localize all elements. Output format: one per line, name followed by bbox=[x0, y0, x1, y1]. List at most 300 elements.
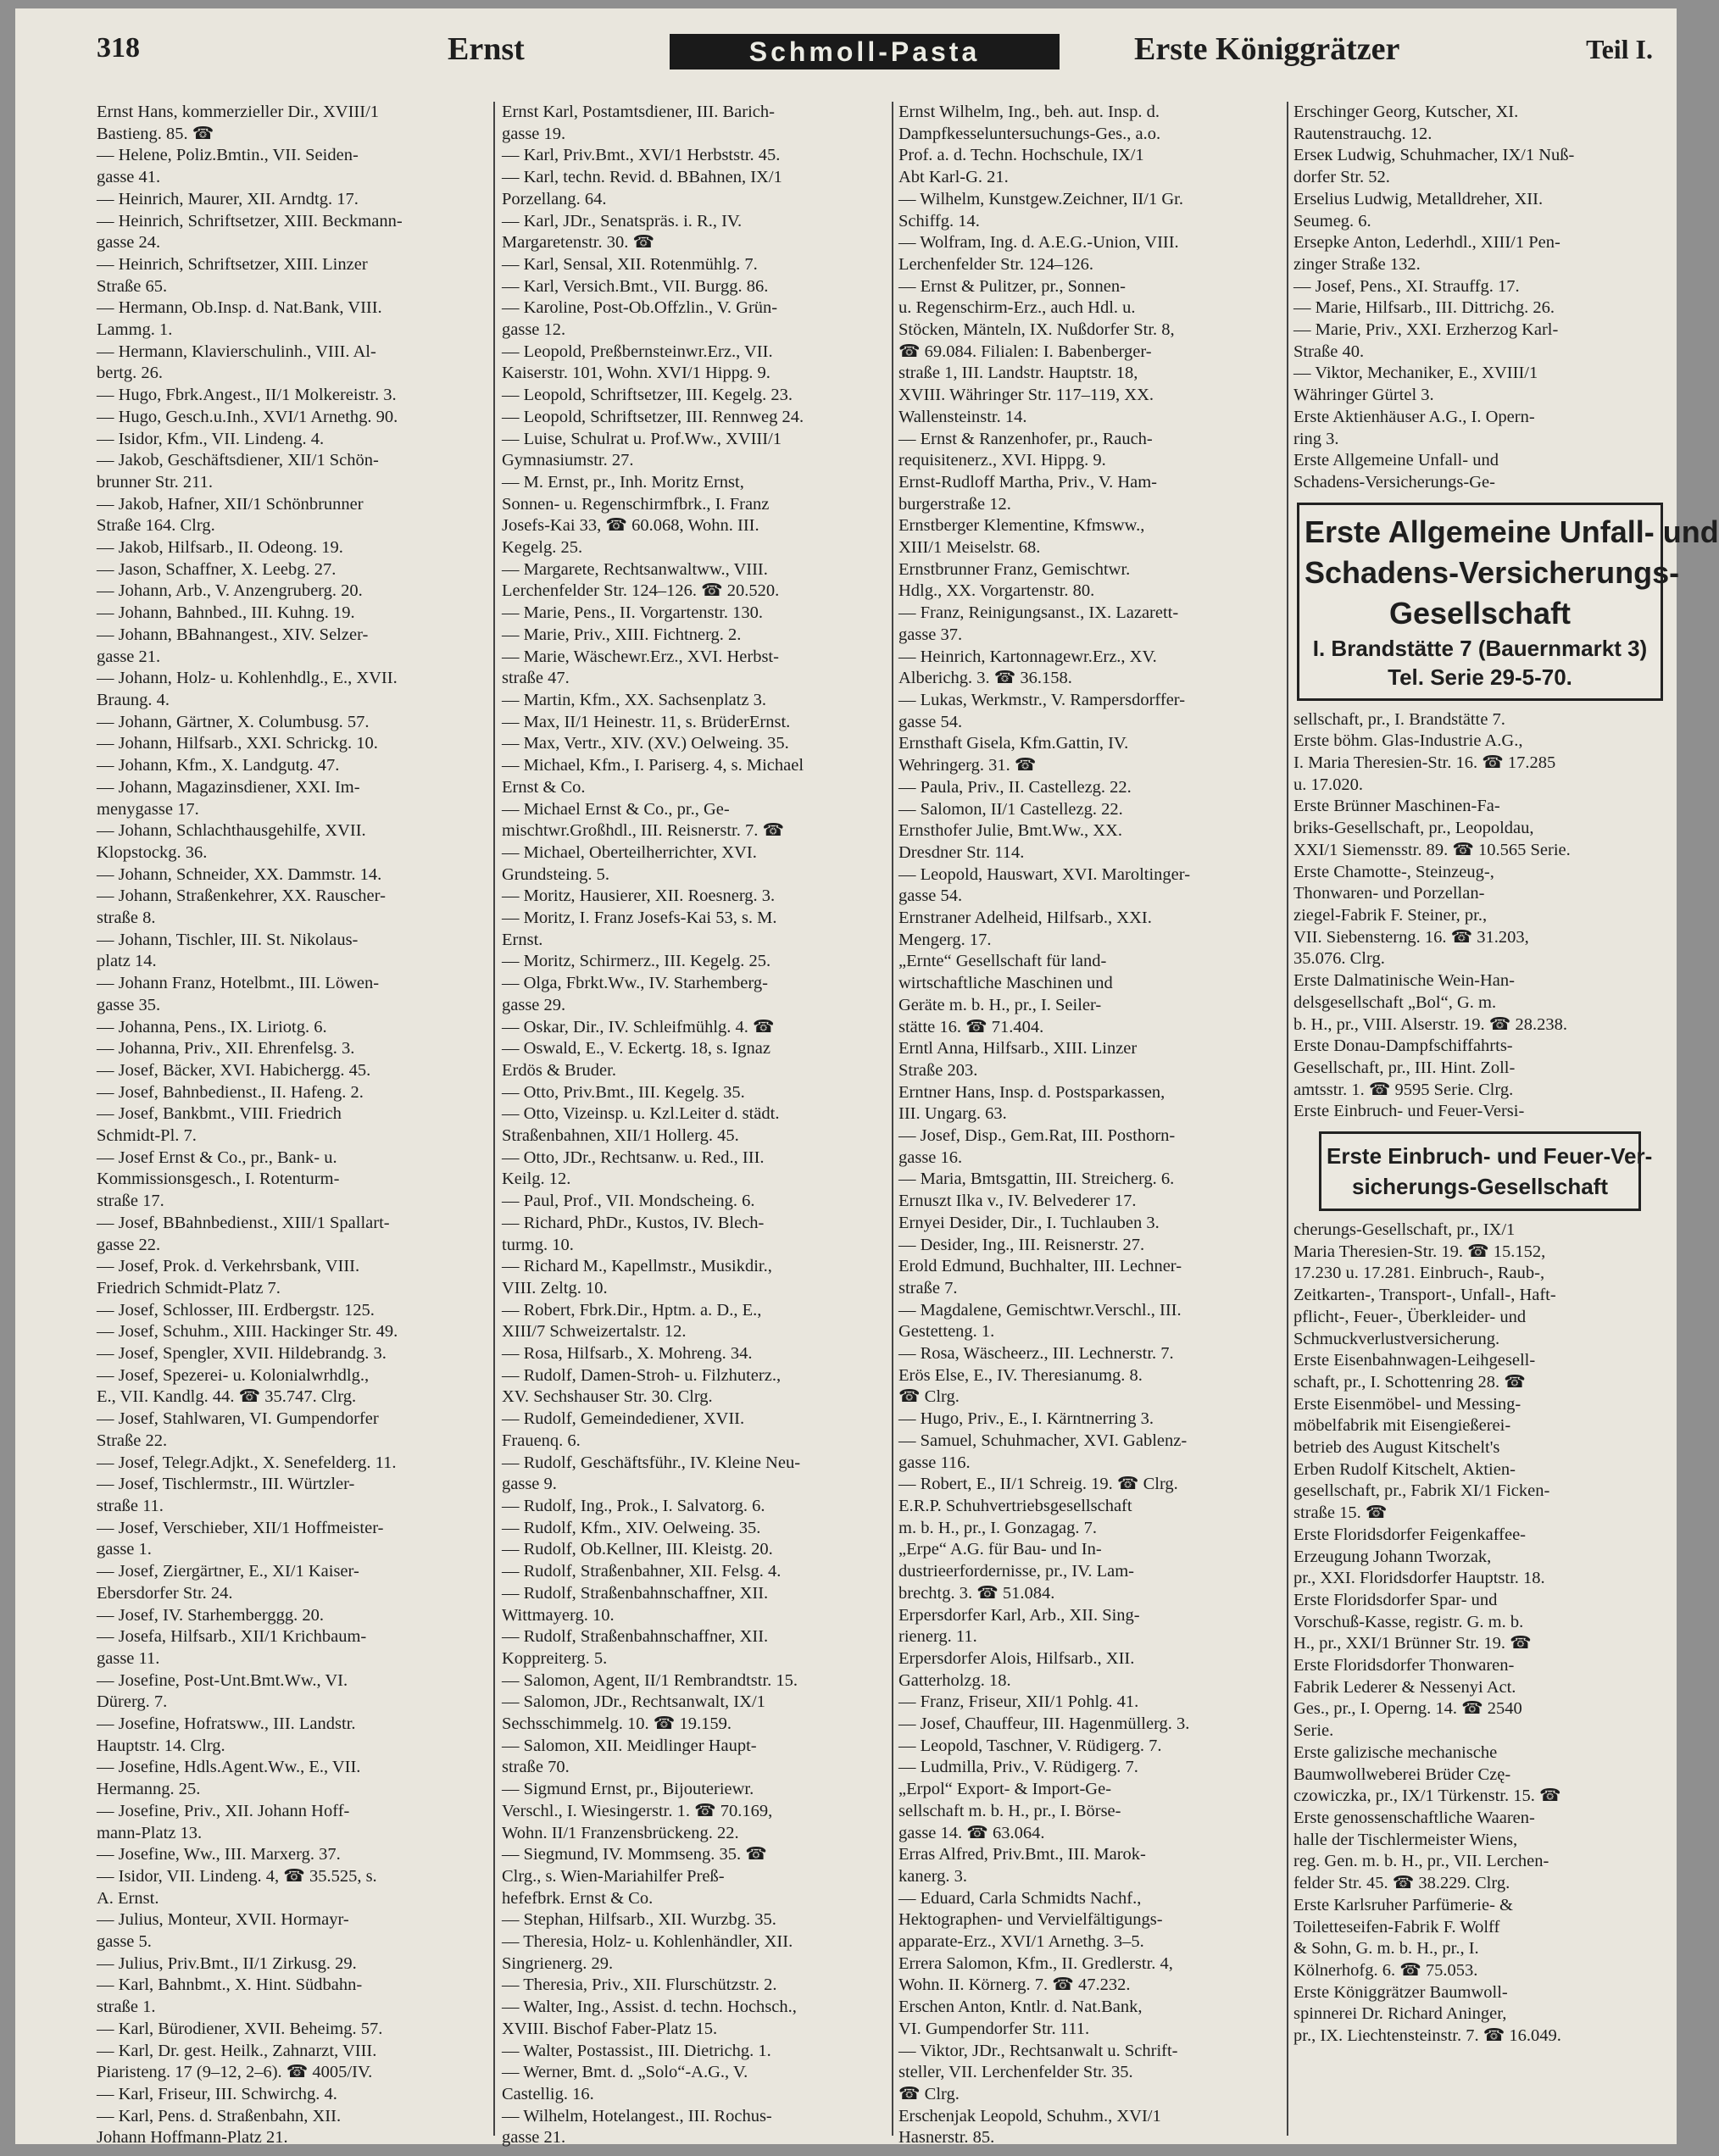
directory-entry: Ernsthofer Julie, Bmt.Ww., XX. bbox=[898, 821, 1122, 841]
directory-entry: — Richard, PhDr., Kustos, IV. Blech- bbox=[502, 1213, 765, 1232]
directory-entry: ☎ Clrg. bbox=[898, 1387, 960, 1407]
directory-entry: Erste Königgrätzer Baumwoll- bbox=[1293, 1982, 1508, 2002]
directory-entry: Wohn. II. Körnerg. 7. ☎ 47.232. bbox=[898, 1975, 1131, 1995]
directory-entry: pr., IX. Liechtensteinstr. 7. ☎ 16.049. bbox=[1293, 2026, 1561, 2046]
directory-entry: mann-Platz 13. bbox=[97, 1823, 203, 1842]
directory-entry: XVIII. Währinger Str. 117–119, XX. bbox=[898, 386, 1154, 405]
directory-entry: gasse 21. bbox=[97, 647, 161, 666]
directory-entry: Dampfkesseluntersuchungs-Ges., a.o. bbox=[898, 124, 1161, 143]
directory-entry: — Magdalene, Gemischtwr.Verschl., III. bbox=[898, 1300, 1182, 1320]
directory-entry: ring 3. bbox=[1293, 429, 1339, 448]
directory-entry: Maria Theresien-Str. 19. ☎ 15.152, bbox=[1293, 1242, 1546, 1261]
ad-line: Schadens-Versicherungs- bbox=[1305, 554, 1680, 590]
directory-entry: schaft, pr., I. Schottenring 28. ☎ bbox=[1293, 1372, 1526, 1392]
directory-entry: E., VII. Kandlg. 44. ☎ 35.747. Clrg. bbox=[97, 1387, 357, 1407]
directory-entry: — Moritz, Schirmerz., III. Kegelg. 25. bbox=[502, 952, 771, 971]
directory-entry: — Rudolf, Ing., Prok., I. Salvatorg. 6. bbox=[502, 1497, 765, 1515]
directory-entry: — Hermann, Klavierschulinh., VIII. Al- bbox=[97, 342, 376, 361]
directory-entry: Serie. bbox=[1293, 1721, 1334, 1741]
directory-entry: — Josef, Bäcker, XVI. Habichergg. 45. bbox=[97, 1060, 371, 1080]
directory-entry: — Hermann, Ob.Insp. d. Nat.Bank, VIII. bbox=[97, 298, 382, 318]
directory-entry: VIII. Zeltg. 10. bbox=[502, 1278, 608, 1297]
directory-entry: gasse 35. bbox=[97, 995, 161, 1014]
directory-entry: Vorschuß-Kasse, registr. G. m. b. bbox=[1293, 1612, 1524, 1631]
directory-entry: — Robert, E., II/1 Schreig. 19. ☎ Clrg. bbox=[898, 1475, 1178, 1494]
directory-entry: stätte 16. ☎ 71.404. bbox=[898, 1017, 1044, 1036]
directory-entry: A. Ernst. bbox=[97, 1888, 159, 1908]
directory-entry: — Josef, Bahnbedienst., II. Hafeng. 2. bbox=[97, 1082, 364, 1102]
directory-entry: — Sigmund Ernst, pr., Bijouteriewr. bbox=[502, 1780, 754, 1799]
directory-entry: Erste Karlsruher Parfümerie- & bbox=[1293, 1895, 1513, 1914]
directory-entry: — Rudolf, Damen-Stroh- u. Filzhuterz., bbox=[502, 1365, 782, 1385]
directory-entry: straße 7. bbox=[898, 1278, 958, 1297]
directory-entry: — Josef, BBahnbedienst., XIII/1 Spallart- bbox=[97, 1213, 390, 1232]
directory-entry: straße 1, III. Landstr. Hauptstr. 18, bbox=[898, 364, 1138, 383]
directory-entry: Braung. 4. bbox=[97, 690, 170, 709]
directory-entry: gasse 22. bbox=[97, 1235, 161, 1254]
column-divider bbox=[1287, 102, 1288, 2136]
directory-entry: — Max, II/1 Heinestr. 11, s. BrüderErnst. bbox=[502, 712, 791, 731]
directory-entry: Erben Rudolf Kitschelt, Aktien- bbox=[1293, 1459, 1516, 1479]
directory-entry: — Marie, Wäschewr.Erz., XVI. Herbst- bbox=[502, 647, 779, 666]
directory-entry: — Johann, Magazinsdiener, XXI. Im- bbox=[97, 777, 360, 797]
directory-entry: Erste böhm. Glas-Industrie A.G., bbox=[1293, 731, 1523, 751]
directory-entry: — Otto, Vizeinsp. u. Kzl.Leiter d. städt. bbox=[502, 1104, 780, 1124]
directory-entry: straße 15. ☎ bbox=[1293, 1503, 1388, 1523]
directory-entry: — Moritz, I. Franz Josefs-Kai 53, s. M. bbox=[502, 909, 777, 928]
directory-entry: III. Ungarg. 63. bbox=[898, 1104, 1007, 1124]
directory-entry: sellschaft m. b. H., pr., I. Börse- bbox=[898, 1801, 1121, 1820]
directory-entry: — Johann, Bahnbed., III. Kuhng. 19. bbox=[97, 603, 355, 623]
directory-entry: Erste Brünner Maschinen-Fa- bbox=[1293, 797, 1500, 816]
directory-entry: — Martin, Kfm., XX. Sachsenplatz 3. bbox=[502, 690, 766, 709]
directory-entry: — Franz, Friseur, XII/1 Pohlg. 41. bbox=[898, 1692, 1139, 1712]
directory-entry: czowiczka, pr., IX/1 Türkenstr. 15. ☎ bbox=[1293, 1786, 1561, 1806]
directory-entry: — Heinrich, Schriftsetzer, XIII. Linzer bbox=[97, 254, 368, 274]
header-ad-banner: Schmoll-Pasta bbox=[670, 34, 1060, 69]
directory-entry: — Julius, Priv.Bmt., II/1 Zirkusg. 29. bbox=[97, 1953, 357, 1973]
directory-entry: — Karl, Versich.Bmt., VII. Burgg. 86. bbox=[502, 276, 769, 296]
directory-entry: — Rudolf, Geschäftsführ., IV. Kleine Neu- bbox=[502, 1453, 801, 1472]
directory-entry: — Johann Franz, Hotelbmt., III. Löwen- bbox=[97, 974, 380, 993]
directory-entry: — Michael Ernst & Co., pr., Ge- bbox=[502, 799, 730, 819]
directory-entry: Sechsschimmelg. 10. ☎ 19.159. bbox=[502, 1714, 732, 1734]
directory-entry: Wohn. II/1 Franzensbrückeng. 22. bbox=[502, 1823, 739, 1842]
directory-entry: Errera Salomon, Kfm., II. Gredlerstr. 4, bbox=[898, 1953, 1173, 1973]
directory-entry: gasse 41. bbox=[97, 168, 161, 187]
directory-entry: straße 70. bbox=[502, 1758, 570, 1777]
directory-entry: XXI/1 Siemensstr. 89. ☎ 10.565 Serie. bbox=[1293, 840, 1571, 859]
directory-entry: — Josefine, Priv., XII. Johann Hoff- bbox=[97, 1801, 350, 1820]
directory-entry: cherungs-Gesellschaft, pr., IX/1 bbox=[1293, 1220, 1516, 1240]
directory-entry: — Johann, Gärtner, X. Columbusg. 57. bbox=[97, 712, 370, 731]
directory-entry: — Josefine, Post-Unt.Bmt.Ww., VI. bbox=[97, 1670, 348, 1690]
directory-entry: — Josef, Bankbmt., VIII. Friedrich bbox=[97, 1104, 342, 1124]
directory-entry: gasse 16. bbox=[898, 1147, 963, 1167]
directory-entry: — Heinrich, Kartonnagewr.Erz., XV. bbox=[898, 647, 1157, 666]
directory-entry: straße 1. bbox=[97, 1998, 156, 2017]
directory-entry: — Maria, Bmtsgattin, III. Streicherg. 6. bbox=[898, 1170, 1175, 1189]
directory-entry: briks-Gesellschaft, pr., Leopoldau, bbox=[1293, 819, 1534, 838]
directory-entry: Straße 22. bbox=[97, 1431, 168, 1450]
directory-entry: — Josef, Tischlermstr., III. Würtzler- bbox=[97, 1475, 355, 1494]
directory-entry: — Jakob, Hafner, XII/1 Schönbrunner bbox=[97, 494, 364, 514]
directory-entry: bertg. 26. bbox=[97, 364, 163, 383]
directory-entry: — Eduard, Carla Schmidts Nachf., bbox=[898, 1888, 1142, 1908]
directory-entry: Castellig. 16. bbox=[502, 2084, 594, 2103]
directory-entry: Hermanng. 25. bbox=[97, 1780, 201, 1799]
directory-entry: Wallensteinstr. 14. bbox=[898, 407, 1027, 426]
directory-entry: Ernst Wilhelm, Ing., beh. aut. Insp. d. bbox=[898, 103, 1160, 121]
directory-entry: — Josef, Telegr.Adjkt., X. Senefelderg. 11. bbox=[97, 1453, 397, 1472]
directory-entry: spinnerei Dr. Richard Aninger, bbox=[1293, 2004, 1507, 2024]
directory-entry: XIII/7 Schweizertalstr. 12. bbox=[502, 1322, 687, 1342]
directory-entry: — Samuel, Schuhmacher, XVI. Gablenz- bbox=[898, 1431, 1188, 1450]
rule-line bbox=[1287, 102, 1288, 2136]
directory-entry: Ges., pr., I. Operng. 14. ☎ 2540 bbox=[1293, 1699, 1522, 1719]
directory-entry: ☎ 69.084. Filialen: I. Babenberger- bbox=[898, 342, 1152, 361]
directory-entry: Ernyei Desider, Dir., I. Tuchlauben 3. bbox=[898, 1213, 1160, 1232]
directory-entry: — Ernst & Ranzenhofer, pr., Rauch- bbox=[898, 429, 1153, 448]
directory-entry: gasse 11. bbox=[97, 1648, 160, 1668]
directory-entry: — Margarete, Rechtsanwaltww., VIII. bbox=[502, 559, 768, 579]
insurance-advert bbox=[1297, 503, 1719, 701]
directory-entry: Rautenstrauchg. 12. bbox=[1293, 124, 1432, 143]
directory-entry: platz 14. bbox=[97, 952, 157, 971]
directory-entry: Währinger Gürtel 3. bbox=[1293, 386, 1434, 405]
directory-entry: — Michael, Kfm., I. Pariserg. 4, s. Michael bbox=[502, 756, 804, 775]
directory-entry: Straße 40. bbox=[1293, 342, 1365, 361]
directory-entry: halle der Tischlermeister Wiens, bbox=[1293, 1830, 1518, 1849]
directory-entry: straße 17. bbox=[97, 1192, 164, 1211]
ad-line: Erste Einbruch- und Feuer-Ver- bbox=[1327, 1143, 1653, 1170]
directory-entry: Porzellang. 64. bbox=[502, 189, 607, 208]
directory-entry: sellschaft, pr., I. Brandstätte 7. bbox=[1293, 709, 1505, 729]
directory-entry: Erste Chamotte-, Steinzeug-, bbox=[1293, 862, 1494, 881]
directory-entry: Ernstraner Adelheid, Hilfsarb., XXI. bbox=[898, 909, 1152, 928]
directory-entry: Erste genossenschaftliche Waaren- bbox=[1293, 1809, 1535, 1827]
directory-entry: Erntl Anna, Hilfsarb., XIII. Linzer bbox=[898, 1039, 1138, 1059]
directory-page bbox=[15, 8, 1719, 2148]
directory-entry: — Franz, Reinigungsanst., IX. Lazarett- bbox=[898, 603, 1179, 623]
directory-entry: Josefs-Kai 33, ☎ 60.068, Wohn. III. bbox=[502, 516, 759, 536]
directory-entry: — Salomon, XII. Meidlinger Haupt- bbox=[502, 1736, 757, 1755]
directory-entry: — Josef, Spengler, XVII. Hildebrandg. 3. bbox=[97, 1344, 387, 1364]
directory-entry: m. b. H., pr., I. Gonzagag. 7. bbox=[898, 1518, 1097, 1537]
directory-entry: — Johann, Schneider, XX. Dammstr. 14. bbox=[97, 864, 382, 884]
directory-entry: — Karl, techn. Revid. d. BBahnen, IX/1 bbox=[502, 168, 782, 187]
directory-entry: Ernst. bbox=[502, 930, 543, 949]
directory-entry: — Johann, Hilfsarb., XXI. Schrickg. 10. bbox=[97, 734, 378, 753]
directory-entry: — Josefine, Hdls.Agent.Ww., E., VII. bbox=[97, 1758, 361, 1777]
directory-entry: amtsstr. 1. ☎ 9595 Serie. Clrg. bbox=[1293, 1080, 1514, 1099]
directory-entry: — Josef Ernst & Co., pr., Bank- u. bbox=[97, 1147, 337, 1167]
directory-entry: turmg. 10. bbox=[502, 1235, 574, 1254]
directory-entry: „Erpol“ Export- & Import-Ge- bbox=[898, 1780, 1112, 1799]
directory-entry: Hauptstr. 14. Clrg. bbox=[97, 1736, 225, 1755]
directory-entry: — Johann, Holz- u. Kohlenhdlg., E., XVII. bbox=[97, 669, 398, 688]
directory-entry: Piaristeng. 17 (9–12, 2–6). ☎ 4005/IV. bbox=[97, 2063, 373, 2082]
directory-entry: u. 17.020. bbox=[1293, 775, 1363, 794]
directory-entry: — Heinrich, Schriftsetzer, XIII. Beckmann- bbox=[97, 211, 403, 231]
directory-entry: Erste Eisenmöbel- und Messing- bbox=[1293, 1394, 1522, 1414]
directory-entry: — Jason, Schaffner, X. Leebg. 27. bbox=[97, 559, 337, 579]
directory-entry: — Leopold, Hauswart, XVI. Maroltinger- bbox=[898, 864, 1191, 884]
directory-entry: — Oswald, E., V. Eckertg. 18, s. Ignaz bbox=[502, 1039, 770, 1059]
directory-entry: — Ludmilla, Priv., V. Rüdigerg. 7. bbox=[898, 1758, 1138, 1777]
directory-entry: Lerchenfelder Str. 124–126. bbox=[898, 254, 1093, 274]
directory-entry: — Jakob, Geschäftsdiener, XII/1 Schön- bbox=[97, 451, 379, 470]
page-number: 318 bbox=[97, 32, 140, 64]
directory-entry: gasse 54. bbox=[898, 712, 963, 731]
directory-entry: rienerg. 11. bbox=[898, 1627, 977, 1647]
header-part-label: Teil I. bbox=[1586, 34, 1653, 64]
directory-entry: 35.076. Clrg. bbox=[1293, 949, 1385, 969]
directory-entry: E.R.P. Schuhvertriebsgesellschaft bbox=[898, 1497, 1132, 1515]
directory-entry: — Rudolf, Straßenbahner, XII. Felsg. 4. bbox=[502, 1562, 782, 1581]
directory-entry: Schmidt-Pl. 7. bbox=[97, 1126, 197, 1146]
directory-entry: Erseк Ludwig, Schuhmacher, IX/1 Nuß- bbox=[1293, 146, 1575, 165]
directory-entry: Erös Else, E., IV. Theresianumg. 8. bbox=[898, 1365, 1143, 1385]
directory-entry: Johann Hoffmann-Platz 21. bbox=[97, 2128, 288, 2148]
directory-entry: dustrieerfordernisse, pr., IV. Lam- bbox=[898, 1562, 1135, 1581]
directory-entry: — Josef, IV. Starhemberggg. 20. bbox=[97, 1605, 324, 1625]
directory-entry: — Salomon, Agent, II/1 Rembrandtstr. 15. bbox=[502, 1670, 798, 1690]
directory-entry: burgerstraße 12. bbox=[898, 494, 1011, 514]
directory-entry: — Josef, Prok. d. Verkehrsbank, VIII. bbox=[97, 1257, 360, 1276]
directory-entry: — Isidor, VII. Lindeng. 4, ☎ 35.525, s. bbox=[97, 1866, 377, 1886]
column-divider bbox=[892, 102, 893, 2136]
directory-entry: — Robert, Fbrk.Dir., Hptm. a. D., E., bbox=[502, 1300, 762, 1320]
column-1 bbox=[97, 102, 488, 2148]
directory-entry: — Leopold, Schriftsetzer, III. Kegelg. 23. bbox=[502, 386, 793, 405]
directory-entry: straße 11. bbox=[97, 1497, 164, 1515]
directory-entry: Wittmayerg. 10. bbox=[502, 1605, 615, 1625]
directory-entry: — Ernst & Pulitzer, pr., Sonnen- bbox=[898, 276, 1126, 296]
directory-entry: gasse 1. bbox=[97, 1540, 152, 1559]
directory-entry: — Josefa, Hilfsarb., XII/1 Krichbaum- bbox=[97, 1627, 367, 1647]
directory-entry: gasse 5. bbox=[97, 1932, 152, 1952]
directory-entry: — Rosa, Hilfsarb., X. Mohreng. 34. bbox=[502, 1344, 753, 1364]
directory-entry: — Viktor, JDr., Rechtsanwalt u. Schrift- bbox=[898, 2041, 1178, 2060]
directory-entry: — Josefine, Hofratsww., III. Landstr. bbox=[97, 1714, 356, 1734]
directory-entry: — Helene, Poliz.Bmtin., VII. Seiden- bbox=[97, 146, 359, 165]
directory-entry: — M. Ernst, pr., Inh. Moritz Ernst, bbox=[502, 472, 744, 492]
directory-entry: — Johann, Tischler, III. St. Nikolaus- bbox=[97, 930, 359, 949]
directory-entry: — Marie, Priv., XXI. Erzherzog Karl- bbox=[1293, 320, 1559, 340]
directory-entry: gasse 116. bbox=[898, 1453, 971, 1472]
directory-entry: — Karoline, Post-Ob.Offzlin., V. Grün- bbox=[502, 298, 778, 318]
directory-entry: Schadens-Versicherungs-Ge- bbox=[1293, 472, 1495, 492]
directory-entry: — Josef, Schlosser, III. Erdbergstr. 125. bbox=[97, 1300, 375, 1320]
directory-entry: — Desider, Ing., III. Reisnerstr. 27. bbox=[898, 1235, 1145, 1254]
column-3 bbox=[898, 102, 1282, 2148]
directory-entry: — Leopold, Taschner, V. Rüdigerg. 7. bbox=[898, 1736, 1162, 1755]
directory-entry: — Paul, Prof., VII. Mondscheing. 6. bbox=[502, 1192, 755, 1211]
directory-entry: Dürerg. 7. bbox=[97, 1692, 168, 1712]
rule-line bbox=[892, 102, 893, 2136]
ad-line: I. Brandstätte 7 (Bauernmarkt 3) bbox=[1312, 635, 1648, 661]
directory-entry: — Paula, Priv., II. Castellezg. 22. bbox=[898, 777, 1132, 797]
directory-entry: Ernst & Co. bbox=[502, 777, 586, 797]
directory-entry: gasse 14. ☎ 63.064. bbox=[898, 1823, 1045, 1842]
directory-entry: Erschinger Georg, Kutscher, XI. bbox=[1293, 103, 1519, 121]
directory-entry: Gymnasiumstr. 27. bbox=[502, 451, 634, 470]
directory-entry: steller, VII. Lerchenfelder Str. 35. bbox=[898, 2063, 1133, 2082]
directory-entry: — Hugo, Fbrk.Angest., II/1 Molkereistr. 3. bbox=[97, 386, 397, 405]
directory-entry: — Josef, Ziergärtner, E., XI/1 Kaiser- bbox=[97, 1562, 359, 1581]
directory-entry: Ernstbrunner Franz, Gemischtwr. bbox=[898, 559, 1131, 579]
directory-entry: XV. Sechshauser Str. 30. Clrg. bbox=[502, 1387, 713, 1407]
directory-entry: ziegel-Fabrik F. Steiner, pr., bbox=[1293, 905, 1488, 925]
directory-entry: — Josef, Schuhm., XIII. Hackinger Str. 49. bbox=[97, 1322, 398, 1342]
directory-entry: XIII/1 Meiselstr. 68. bbox=[898, 538, 1041, 558]
directory-entry: 17.230 u. 17.281. Einbruch-, Raub-, bbox=[1293, 1264, 1545, 1283]
directory-entry: kanerg. 3. bbox=[898, 1866, 968, 1886]
directory-entry: — Oskar, Dir., IV. Schleifmühlg. 4. ☎ bbox=[502, 1017, 775, 1036]
directory-entry: straße 8. bbox=[97, 909, 156, 928]
directory-entry: Gestetteng. 1. bbox=[898, 1322, 995, 1342]
directory-entry: Erste Aktienhäuser A.G., I. Opern- bbox=[1293, 407, 1535, 426]
directory-entry: Ernuszt Ilka v., IV. Belvederег 17. bbox=[898, 1192, 1137, 1211]
directory-entry: Geräte m. b. H., pr., I. Seiler- bbox=[898, 995, 1102, 1014]
directory-entry: — Rudolf, Straßenbahnschaffner, XII. bbox=[502, 1583, 769, 1603]
directory-entry: Erste galizische mechanische bbox=[1293, 1742, 1498, 1762]
directory-entry: Zeitkarten-, Transport-, Unfall-, Haft- bbox=[1293, 1286, 1556, 1305]
directory-entry: — Moritz, Hausierer, XII. Roesnerg. 3. bbox=[502, 886, 776, 906]
directory-entry: Klopstockg. 36. bbox=[97, 842, 208, 862]
header-right-title: Erste Königgrätzer bbox=[1134, 31, 1400, 67]
directory-entry: — Max, Vertr., XIV. (XV.) Oelweing. 35. bbox=[502, 734, 789, 753]
directory-entry: — Johann, Straßenkehrer, XX. Rauscher- bbox=[97, 886, 386, 906]
directory-entry: zinger Straße 132. bbox=[1293, 254, 1421, 274]
directory-entry: Stöcken, Mänteln, IX. Nußdorfer Str. 8, bbox=[898, 320, 1175, 340]
directory-entry: „Ernte“ Gesellschaft für land- bbox=[898, 952, 1107, 971]
directory-entry: Schmuckverlustversicherung. bbox=[1293, 1329, 1500, 1348]
directory-entry: Wehringerg. 31. ☎ bbox=[898, 756, 1037, 775]
directory-entry: Erste Floridsdorfer Feigenkaffee- bbox=[1293, 1525, 1526, 1544]
directory-entry: Straßenbahnen, XII/1 Hollerg. 45. bbox=[502, 1126, 739, 1146]
directory-entry: ☎ Clrg. bbox=[898, 2084, 960, 2103]
directory-entry: — Walter, Postassist., III. Dietrichg. 1. bbox=[502, 2041, 771, 2060]
directory-entry: pflicht-, Feuer-, Überkleider- und bbox=[1293, 1307, 1527, 1326]
directory-entry: — Karl, Pens. d. Straßenbahn, XII. bbox=[97, 2106, 342, 2125]
directory-entry: Gesellschaft, pr., III. Hint. Zoll- bbox=[1293, 1058, 1516, 1077]
directory-entry: Verschl., I. Wiesingerstr. 1. ☎ 70.169, bbox=[502, 1801, 773, 1820]
directory-entry: — Wolfram, Ing. d. A.E.G.-Union, VIII. bbox=[898, 233, 1179, 253]
directory-entry: u. Regenschirm-Erz., auch Hdl. u. bbox=[898, 298, 1136, 318]
directory-entry: b. H., pr., VIII. Alserstr. 19. ☎ 28.238. bbox=[1293, 1014, 1567, 1034]
directory-entry: Baumwollweberei Brüder Czę- bbox=[1293, 1764, 1511, 1784]
directory-entry: möbelfabrik mit Eisengießerei- bbox=[1293, 1416, 1511, 1436]
directory-entry: — Marie, Priv., XIII. Fichtnerg. 2. bbox=[502, 625, 742, 644]
directory-entry: Abt Karl-G. 21. bbox=[898, 168, 1009, 187]
directory-entry: apparate-Erz., XVI/1 Arnethg. 3–5. bbox=[898, 1932, 1144, 1952]
directory-entry: XVIII. Bischof Faber-Platz 15. bbox=[502, 2019, 718, 2038]
directory-entry: — Karl, Dr. gest. Heilk., Zahnarzt, VIII. bbox=[97, 2041, 377, 2060]
directory-entry: gasse 54. bbox=[898, 886, 963, 906]
directory-entry: Ebersdorfer Str. 24. bbox=[97, 1583, 233, 1603]
directory-entry: Straße 164. Clrg. bbox=[97, 516, 215, 536]
directory-entry: — Theresia, Holz- u. Kohlenhändler, XII. bbox=[502, 1932, 793, 1952]
directory-entry: — Michael, Oberteilherrichter, XVI. bbox=[502, 842, 757, 862]
ad-line: sicherungs-Gesellschaft bbox=[1352, 1174, 1608, 1200]
directory-entry: — Siegmund, IV. Mommseng. 35. ☎ bbox=[502, 1845, 767, 1864]
directory-entry: Erste Floridsdorfer Spar- und bbox=[1293, 1590, 1498, 1609]
burglary-insurance-advert bbox=[1319, 1131, 1653, 1211]
directory-entry: & Sohn, G. m. b. H., pr., I. bbox=[1293, 1939, 1479, 1959]
directory-entry: Erpersdorfer Karl, Arb., XII. Sing- bbox=[898, 1605, 1140, 1625]
directory-entry: — Hugo, Gesch.u.Inh., XVI/1 Arnethg. 90. bbox=[97, 407, 398, 426]
directory-entry: Erselius Ludwig, Metalldreher, XII. bbox=[1293, 189, 1544, 208]
rule-line bbox=[493, 102, 495, 2136]
directory-entry: Erste Einbruch- und Feuer-Versi- bbox=[1293, 1102, 1525, 1121]
directory-entry: Mengerg. 17. bbox=[898, 930, 992, 949]
directory-entry: Schiffg. 14. bbox=[898, 211, 980, 231]
directory-entry: Kölnerhofg. 6. ☎ 75.053. bbox=[1293, 1960, 1478, 1980]
directory-entry: — Josef, Spezerei- u. Kolonialwrhdlg., bbox=[97, 1365, 370, 1385]
directory-entry: Toiletteseifen-Fabrik F. Wolff bbox=[1293, 1917, 1500, 1937]
directory-entry: — Viktor, Mechaniker, E., XVIII/1 bbox=[1293, 364, 1538, 383]
directory-entry: — Johanna, Pens., IX. Liriotg. 6. bbox=[97, 1017, 327, 1036]
column-4 bbox=[1293, 102, 1719, 2136]
directory-entry: dorfer Str. 52. bbox=[1293, 168, 1390, 187]
directory-entry: Lerchenfelder Str. 124–126. ☎ 20.520. bbox=[502, 581, 780, 601]
directory-entry: — Leopold, Preßbernsteinwr.Erz., VII. bbox=[502, 342, 773, 361]
directory-entry: — Josef, Stahlwaren, VI. Gumpendorfer bbox=[97, 1409, 379, 1429]
directory-entry: — Salomon, JDr., Rechtsanwalt, IX/1 bbox=[502, 1692, 765, 1712]
directory-entry: Erzeugung Johann Tworzak, bbox=[1293, 1547, 1492, 1566]
directory-entry: straße 47. bbox=[502, 669, 570, 688]
directory-entry: Erras Alfred, Priv.Bmt., III. Marok- bbox=[898, 1845, 1146, 1864]
directory-entry: Gatterholzg. 18. bbox=[898, 1670, 1011, 1690]
directory-entry: — Lukas, Werkmstr., V. Rampersdorffer- bbox=[898, 690, 1186, 709]
directory-entry: felder Str. 45. ☎ 38.229. Clrg. bbox=[1293, 1874, 1510, 1893]
directory-entry: — Salomon, II/1 Castellezg. 22. bbox=[898, 799, 1123, 819]
header-left-title: Ernst bbox=[448, 31, 525, 67]
directory-entry: — Olga, Fbrkt.Ww., IV. Starhemberg- bbox=[502, 974, 768, 993]
directory-entry: pr., XXI. Floridsdorfer Hauptstr. 18. bbox=[1293, 1569, 1545, 1588]
directory-entry: Alberichg. 3. ☎ 36.158. bbox=[898, 669, 1072, 688]
ad-line: Tel. Serie 29-5-70. bbox=[1388, 664, 1572, 690]
page-header bbox=[15, 8, 1677, 93]
directory-entry: Hasnerstr. 85. bbox=[898, 2128, 995, 2148]
ad-line: Erste Allgemeine Unfall- und bbox=[1305, 514, 1719, 549]
directory-entry: Ersepke Anton, Lederhdl., XIII/1 Pen- bbox=[1293, 233, 1560, 253]
directory-entry: Erste Allgemeine Unfall- und bbox=[1293, 451, 1499, 470]
directory-entry: Erntner Hans, Insp. d. Postsparkassen, bbox=[898, 1082, 1165, 1102]
directory-entry: Straße 203. bbox=[898, 1060, 978, 1080]
directory-entry: — Karl, Bahnbmt., X. Hint. Südbahn- bbox=[97, 1975, 363, 1995]
directory-entry: — Josef, Disp., Gem.Rat, III. Posthorn- bbox=[898, 1126, 1176, 1146]
directory-entry: Prof. a. d. Techn. Hochschule, IX/1 bbox=[898, 146, 1144, 165]
directory-entry: — Otto, JDr., Rechtsanw. u. Red., III. bbox=[502, 1147, 765, 1167]
directory-entry: Koppreiterg. 5. bbox=[502, 1648, 608, 1668]
column-divider bbox=[493, 102, 495, 2136]
directory-entry: VI. Gumpendorfer Str. 111. bbox=[898, 2019, 1090, 2038]
directory-entry: Ernst Hans, kommerzieller Dir., XVIII/1 bbox=[97, 103, 380, 121]
directory-entry: — Josef, Verschieber, XII/1 Hoffmeister- bbox=[97, 1518, 384, 1537]
directory-entry: — Marie, Hilfsarb., III. Dittrichg. 26. bbox=[1293, 298, 1555, 318]
directory-entry: hefefbrk. Ernst & Co. bbox=[502, 1888, 654, 1908]
directory-entry: gesellschaft, pr., Fabrik XI/1 Ficken- bbox=[1293, 1481, 1550, 1501]
directory-entry: Grundsteing. 5. bbox=[502, 864, 609, 884]
directory-entry: gasse 37. bbox=[898, 625, 963, 644]
directory-entry: Erste Floridsdorfer Thonwaren- bbox=[1293, 1656, 1515, 1675]
directory-entry: — Otto, Priv.Bmt., III. Kegelg. 35. bbox=[502, 1082, 745, 1102]
directory-entry: Seumeg. 6. bbox=[1293, 211, 1371, 231]
directory-entry: H., pr., XXI/1 Brünner Str. 19. ☎ bbox=[1293, 1634, 1532, 1653]
